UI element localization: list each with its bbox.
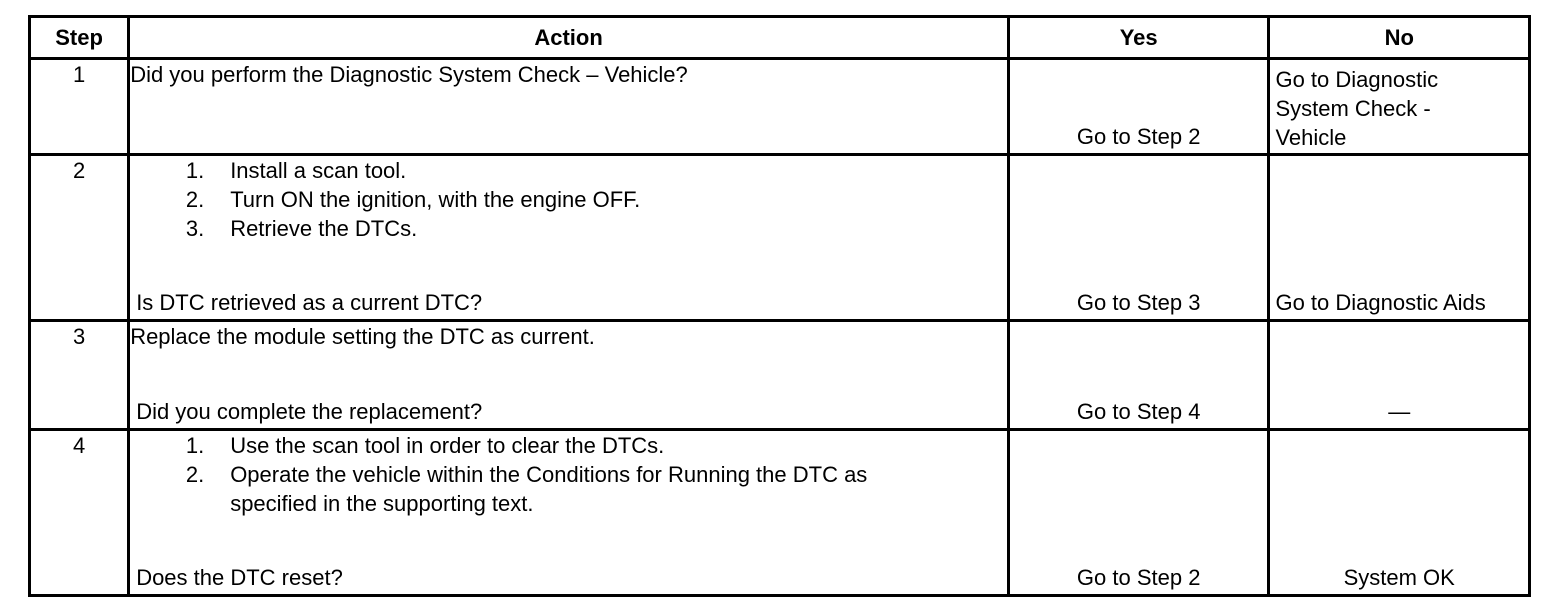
list-item [180,185,1007,214]
table-row [31,156,1531,322]
yes-cell [1010,322,1271,431]
list-item [180,460,960,518]
list-item [180,431,960,460]
header-action: Action [130,18,1010,60]
substep-number: 1. [185,433,205,458]
substep-number: 3. [185,216,205,241]
header-yes: Yes [1010,18,1271,60]
no-cell [1270,156,1531,322]
no-text: System OK [1343,565,1455,590]
substep-number: 2. [185,187,205,212]
step-number: 2 [31,156,130,322]
no-cell [1270,60,1531,156]
header-no: No [1270,18,1531,60]
action-cell [130,60,1010,156]
step-number: 3 [31,322,130,431]
substep-text: Use the scan tool in order to clear the DTCs. [230,433,665,458]
yes-cell [1010,60,1271,156]
action-cell [130,322,1010,431]
substep-list [130,156,1007,243]
table-row [31,431,1531,597]
diagnostic-table [28,15,1531,597]
question-text: Does the DTC reset? [136,565,343,590]
action-text: Did you perform the Diagnostic System Check – Vehicle? [130,62,688,87]
list-item [180,214,1007,243]
action-cell [130,431,1010,597]
step-number: 1 [31,60,130,156]
header-step: Step [31,18,130,60]
yes-text: Go to Step 2 [1076,124,1201,149]
substep-text: Operate the vehicle within the Conditions for Running the DTC as specified in the supporting text. [230,462,868,516]
substep-number: 1. [185,158,205,183]
list-item [180,156,1007,185]
substep-number: 2. [185,462,205,487]
step-number: 4 [31,431,130,597]
question-text: Is DTC retrieved as a current DTC? [136,290,483,315]
header-row [31,18,1531,60]
table-row [31,322,1531,431]
action-cell [130,156,1010,322]
table-row [31,60,1531,156]
yes-cell [1010,156,1271,322]
yes-cell [1010,431,1271,597]
no-cell [1270,322,1531,431]
substep-text: Turn ON the ignition, with the engine OFF. [230,187,641,212]
yes-text: Go to Step 3 [1076,290,1201,315]
no-text: Go to Diagnostic System Check - Vehicle [1275,67,1439,150]
yes-text: Go to Step 2 [1076,565,1201,590]
question-text: Did you complete the replacement? [136,399,483,424]
substep-list [130,431,960,518]
no-text: — [1388,399,1411,424]
no-cell [1270,431,1531,597]
action-text: Replace the module setting the DTC as current. [130,324,595,349]
no-text: Go to Diagnostic Aids [1275,290,1486,315]
substep-text: Install a scan tool. [230,158,407,183]
yes-text: Go to Step 4 [1076,399,1201,424]
substep-text: Retrieve the DTCs. [230,216,418,241]
